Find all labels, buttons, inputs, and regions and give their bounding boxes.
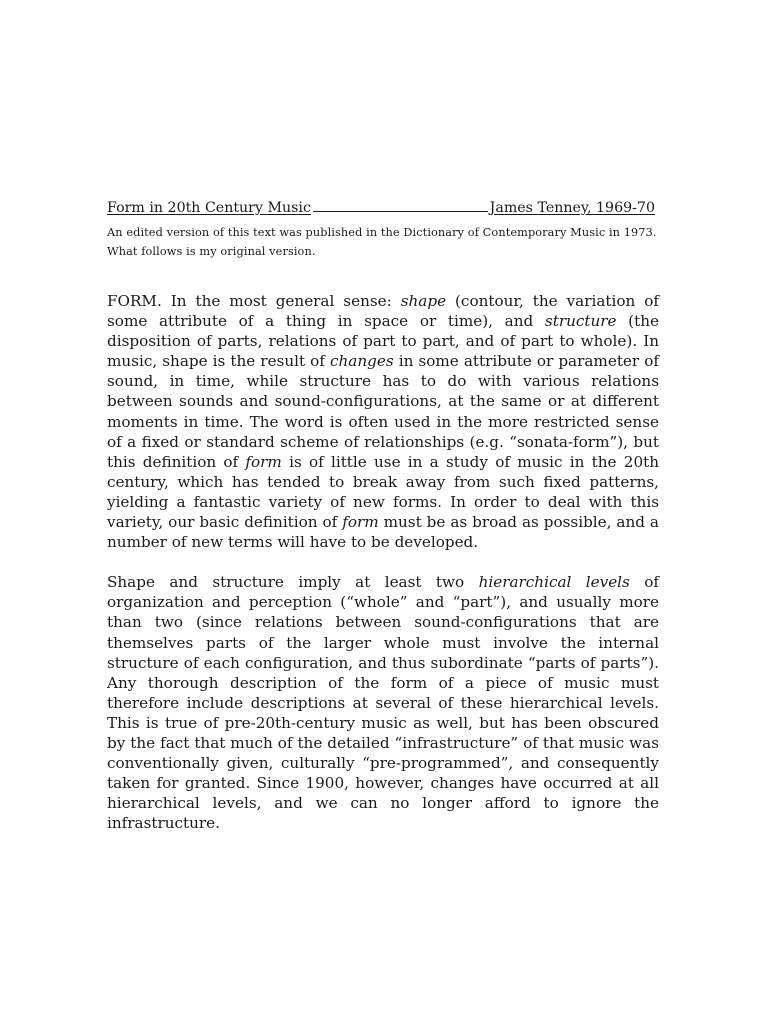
paragraph-1-text: must be as broad as possible, and a number of new terms will have to be developed. [107,513,659,552]
header-rule [313,199,488,212]
paragraph-1-text: (the disposition of parts, relations of part to part, and of part to whole). In music, shape is the result of [107,312,659,371]
document-title: Form in 20th Century Music [107,200,311,216]
paragraph-2 [107,572,659,833]
emphasis-hierarchical-levels: hierarchical levels [478,573,630,592]
document-body [107,199,659,833]
paragraph-1 [107,291,659,552]
paragraph-1-text: in some attribute or parameter of sound, in time, while structure has to do with various relations between sounds and sound-configurations, at the same or at different moments in time. The word is often used in the more restricted sense of a fixed or standard scheme of relationships (e.g. “sonata-form”), but this definition of [107,352,659,471]
paragraph-2-text: of organization and perception (“whole” and “part”), and usually more than two (since relations between sound-configurations that are themselves parts of the larger whole must involve the internal structure of each configuration, and thus subordinate “parts of parts”). Any thorough description of the form of a piece of music must therefore include descriptions at several of these hierarchical levels. This is true of pre-20th-century music as well, but has been obscured by the fact that much of the detailed “infrastructure” of that music was conventionally given, culturally “pre-programmed”, and consequently taken for granted. Since 1900, however, changes have occurred at all hierarchical levels, and we can no longer afford to ignore the infrastructure. [107,573,660,833]
paragraph-1-text: is of little use in a study of music in the 20th century, which has tended to break away from such fixed patterns, yielding a fantastic variety of new forms. In order to deal with this variety, our basic definition of [107,452,659,532]
document-author: James Tenney, 1969-70 [489,200,655,216]
paragraph-2-text: Shape and structure imply at least two [107,573,479,592]
emphasis-structure: structure [544,312,617,331]
paragraph-1-text: FORM. In the most general sense: [107,292,401,310]
emphasis-form: form [245,452,282,471]
emphasis-shape: shape [400,292,447,310]
emphasis-form: form [342,513,379,532]
paragraph-1-text: (contour, the variation of some attribute of a thing in space or time), and [107,292,659,331]
emphasis-changes: changes [330,352,394,371]
publication-note: An edited version of this text was published in the Dictionary of Contemporary Music in 1973. What follows is my original version. [107,226,657,258]
main-text [107,291,659,833]
header-line [107,199,659,217]
